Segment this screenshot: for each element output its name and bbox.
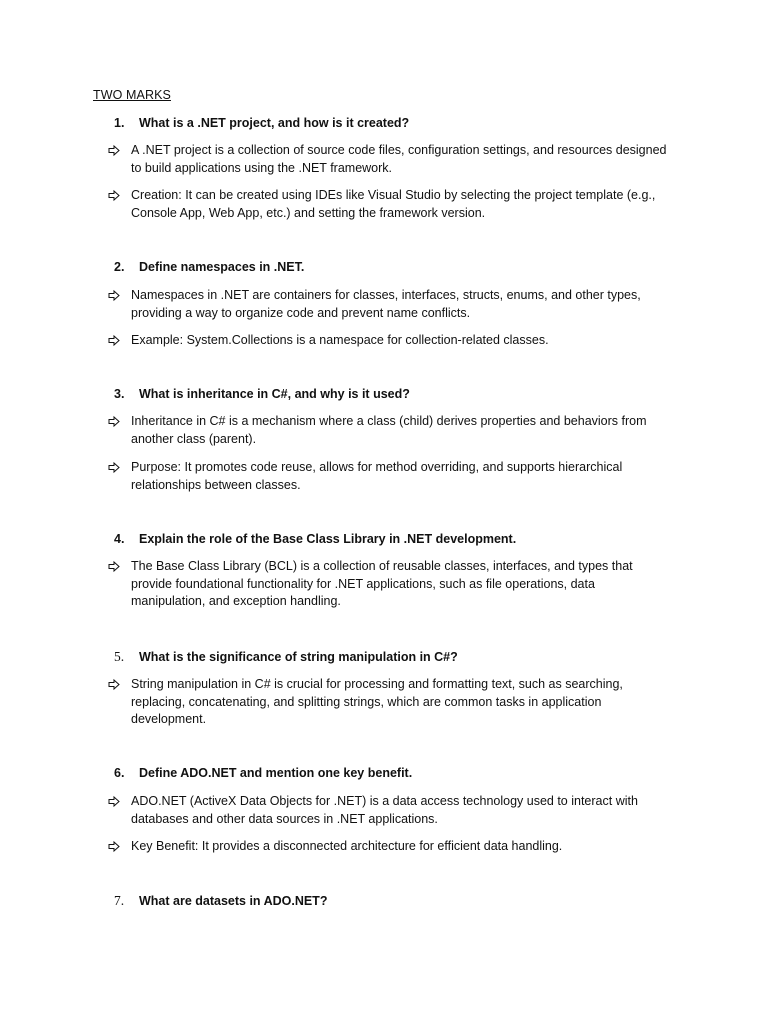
bullet-text: A .NET project is a collection of source code files, configuration settings, and resources designed to build applications using the .NET framework. xyxy=(131,143,667,175)
bullet-item xyxy=(108,793,668,828)
hollow-arrow-icon xyxy=(108,413,122,430)
question-number: 6. xyxy=(114,766,125,780)
bullet-text: The Base Class Library (BCL) is a collection of reusable classes, interfaces, and types that provide foundational functionality for .NET applications, such as file operations, data manipulation, and exception handling. xyxy=(131,559,633,608)
hollow-arrow-icon xyxy=(108,558,122,575)
hollow-arrow-icon xyxy=(108,187,122,204)
bullet-text: Example: System.Collections is a namespace for collection-related classes. xyxy=(131,333,549,347)
bullet-text: ADO.NET (ActiveX Data Objects for .NET) is a data access technology used to interact with databases and other data sources in .NET applications. xyxy=(131,794,638,826)
hollow-arrow-icon xyxy=(108,793,122,810)
bullet-item xyxy=(108,459,668,494)
question-text: Define namespaces in .NET. xyxy=(139,260,305,274)
bullet-text: Inheritance in C# is a mechanism where a class (child) derives properties and behaviors from another class (parent). xyxy=(131,414,647,446)
question-number: 1. xyxy=(114,116,125,130)
question-text: What is a .NET project, and how is it created? xyxy=(139,116,410,130)
question-6 xyxy=(114,766,412,780)
hollow-arrow-icon xyxy=(108,676,122,693)
hollow-arrow-icon xyxy=(108,287,122,304)
question-number: 7. xyxy=(114,893,125,908)
bullet-item xyxy=(108,413,668,448)
bullet-text: Key Benefit: It provides a disconnected architecture for efficient data handling. xyxy=(131,839,563,853)
question-3 xyxy=(114,387,410,401)
question-4 xyxy=(114,532,516,546)
hollow-arrow-icon xyxy=(108,332,122,349)
bullet-text: Creation: It can be created using IDEs like Visual Studio by selecting the project template (e.g., Console App, Web App, etc.) and setting the framework version. xyxy=(131,188,656,220)
question-1 xyxy=(114,116,409,130)
hollow-arrow-icon xyxy=(108,142,122,159)
question-text: Define ADO.NET and mention one key benefit. xyxy=(139,766,413,780)
question-number: 5. xyxy=(114,649,125,664)
question-number: 3. xyxy=(114,387,125,401)
bullet-text: Purpose: It promotes code reuse, allows for method overriding, and supports hierarchical relationships between classes. xyxy=(131,460,623,492)
bullet-item xyxy=(108,142,668,177)
section-heading: TWO MARKS xyxy=(93,88,171,102)
hollow-arrow-icon xyxy=(108,459,122,476)
question-2 xyxy=(114,260,304,274)
question-5 xyxy=(114,649,458,665)
question-number: 4. xyxy=(114,532,125,546)
bullet-item xyxy=(108,558,668,611)
question-text: What are datasets in ADO.NET? xyxy=(139,894,328,908)
hollow-arrow-icon xyxy=(108,838,122,855)
question-text: What is inheritance in C#, and why is it used? xyxy=(139,387,410,401)
question-7 xyxy=(114,893,327,909)
bullet-item xyxy=(108,332,668,350)
question-text: What is the significance of string manipulation in C#? xyxy=(139,650,458,664)
question-number: 2. xyxy=(114,260,125,274)
bullet-item xyxy=(108,838,668,856)
question-text: Explain the role of the Base Class Library in .NET development. xyxy=(139,532,517,546)
bullet-item xyxy=(108,187,668,222)
bullet-item xyxy=(108,287,668,322)
bullet-text: String manipulation in C# is crucial for processing and formatting text, such as searching, replacing, concatenating, and splitting strings, which are common tasks in application development. xyxy=(131,677,623,726)
bullet-text: Namespaces in .NET are containers for classes, interfaces, structs, enums, and other types, providing a way to organize code and prevent name conflicts. xyxy=(131,288,641,320)
bullet-item xyxy=(108,676,668,729)
